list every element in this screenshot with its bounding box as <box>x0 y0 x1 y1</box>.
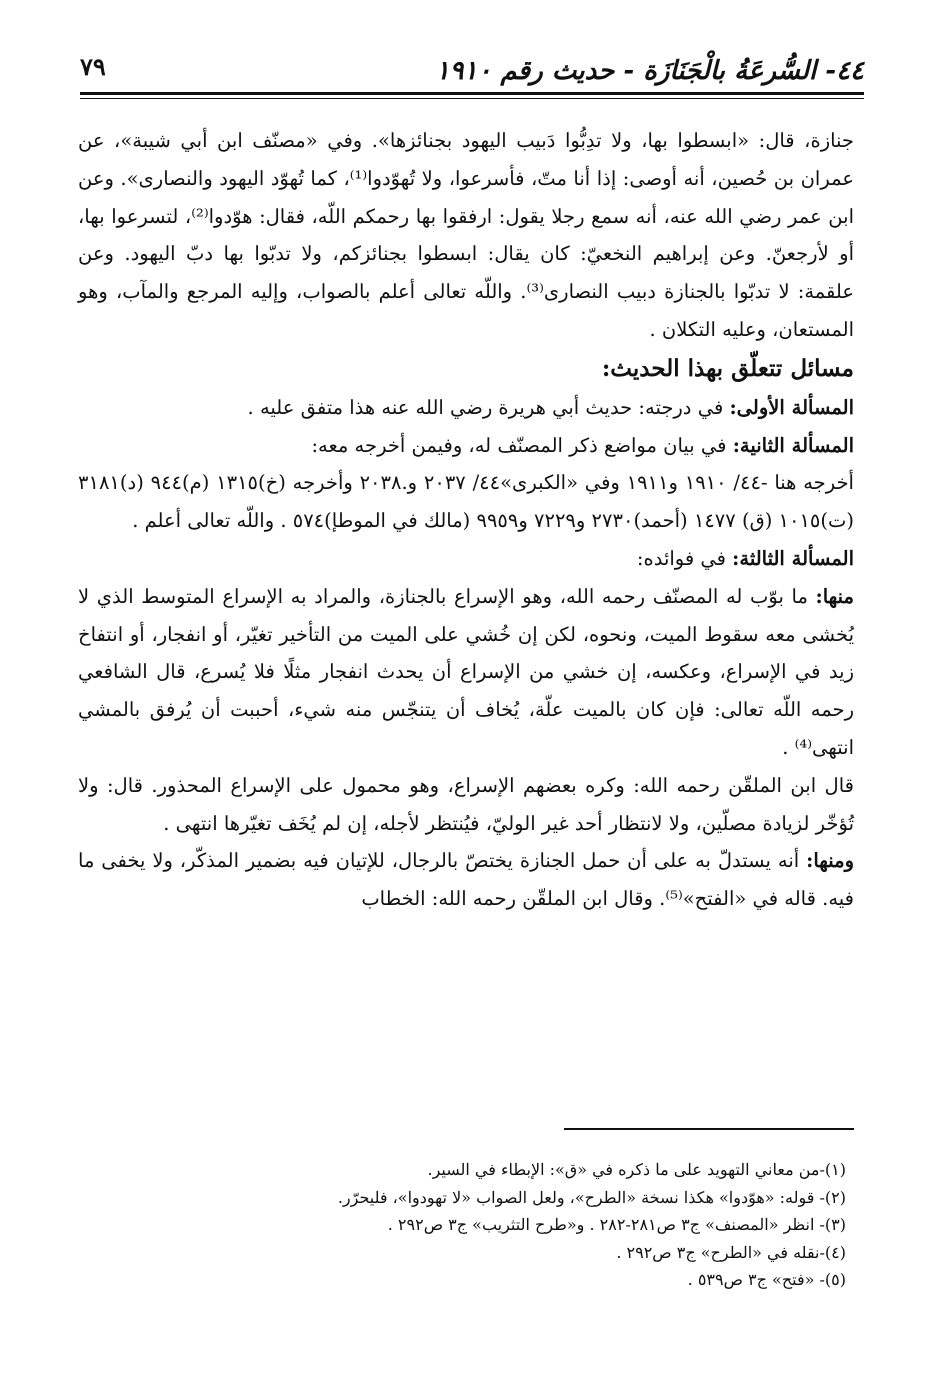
footnote-5: (٥)- «فتح» ج٣ ص٥٣٩ . <box>687 1270 846 1289</box>
benefit-one <box>78 578 854 767</box>
issue-three-label: المسألة الثالثة: <box>732 546 854 570</box>
footnote-separator <box>564 1128 854 1130</box>
issue-two-label: المسألة الثانية: <box>732 433 854 457</box>
footnote-4: (٤)-نقله في «الطرح» ج٣ ص٢٩٢ . <box>616 1242 846 1262</box>
header-rule-thin <box>80 98 864 99</box>
main-text <box>78 122 854 918</box>
benefit-one-text: ما بوّب له المصنّف رحمه الله، وهو الإسراع بالجنازة، والمراد به الإسراع المتوسط الذي لا يُخشى معه سقوط الميت، ونحوه، لكن إن خُشي على الميت من التأخير تغيّر، أو انفجار، أو انتفاخ زيد في الإسراع، وعكسه، إن خشي من الإسراع أن يحدث انفجار مثلًا فلا يُسرع، قال الشافعي رحمه اللّه تعالى: فإن كان بالميت علّة، يُخاف أن يتنجّس منه شيء، أحببت أن يُرفق بالمشي انتهى⁽⁴⁾ . <box>78 584 854 759</box>
header-title: ٤٤- السُّرعَةُ بالْجَنَازَة - حديث رقم ١٩١٠ <box>435 56 864 86</box>
issue-one <box>78 389 854 427</box>
footnote-2: (٢)- قوله: «هوّدوا» هكذا نسخة «الطرح»، ولعل الصواب «لا تهودوا»، فليحرّر. <box>337 1187 846 1207</box>
benefit-one-label: منها: <box>815 584 854 608</box>
issue-three-text: في فوائده: <box>636 546 726 570</box>
issue-two-text: في بيان مواضع ذكر المصنّف له، وفيمن أخرجه معه: <box>311 433 727 457</box>
section-title: مسائل تتعلّق بهذا الحديث: <box>601 354 854 382</box>
page-number-box <box>80 46 310 86</box>
issue-one-text: في درجته: حديث أبي هريرة رضي الله عنه هذا متفق عليه . <box>247 395 724 419</box>
benefit-two-label: ومنها: <box>806 849 854 873</box>
footnote-1: (١)-من معاني التهويد على ما ذكره في «ق»: الإبطاء في السير. <box>427 1160 846 1179</box>
paragraph-ibn-mulaqqin: قال ابن الملقّن رحمه الله: وكره بعضهم الإسراع، وهو محمول على الإسراع المحذور. قال: ولا تُؤخّر لزيادة مصلّين، ولا لانتظار أحد غير الوليّ، فيُنتظر لأجله، إن لم يُخَف تغيّرها انتهى . <box>78 773 854 835</box>
issue-three <box>78 540 854 578</box>
issue-two <box>78 427 854 465</box>
page-number: ٧٩ <box>80 51 106 81</box>
benefit-two <box>78 842 854 918</box>
issue-one-label: المسألة الأولى: <box>729 395 854 419</box>
issue-two-body: أخرجه هنا -٤٤/ ١٩١٠ و١٩١١ وفي «الكبرى»٤٤/ ٢٠٣٧ و.٢٠٣٨ وأخرجه (خ)١٣١٥ (م)٩٤٤ (د)٣١٨١ (ت)١٠١٥ (ق) ١٤٧٧ (أحمد)٢٧٣٠ و٧٢٢٩ و٩٩٥٩ (مالك في الموطإ)٥٧٤ . واللّه تعالى أعلم . <box>78 471 854 533</box>
paragraph-hadith-narrations: جنازة، قال: «ابسطوا بها، ولا تدِبُّوا دَبيب اليهود بجنائزها». وفي «مصنّف ابن أبي شيبة»، عن عمران بن حُصين، أنه أوصى: إذا أنا متّ، فأسرعوا، ولا تُهوّدوا⁽¹⁾، كما تُهوّد اليهود والنصارى». وعن ابن عمر رضي الله عنه، أنه سمع رجلا يقول: ارفقوا بها رحمكم اللّه، فقال: هوّدوا⁽²⁾، لتسرعوا بها، أو لأرجعنّ. وعن إبراهيم النخعيّ: كان يقال: ابسطوا بجنائزكم، ولا تدبّوا بها دبّ اليهود. وعن علقمة: لا تدبّوا بالجنازة دبيب النصارى⁽³⁾. واللّه تعالى أعلم بالصواب، وإليه المرجع والمآب، وهو المستعان، وعليه التكلان . <box>78 129 854 341</box>
footnotes <box>100 1156 846 1294</box>
footnote-3: (٣)- انظر «المصنف» ج٣ ص٢٨١-٢٨٢ . و«طرح التثريب» ج٣ ص٢٩٢ . <box>387 1215 846 1234</box>
benefit-two-text: أنه يستدلّ به على أن حمل الجنازة يختصّ بالرجال، للإتيان فيه بضمير المذكّر، ولا يخفى ما فيه. قاله في «الفتح»⁽⁵⁾. وقال ابن الملقّن رحمه الله: الخطاب <box>78 849 854 911</box>
running-header <box>80 51 864 104</box>
header-rule <box>80 92 864 95</box>
